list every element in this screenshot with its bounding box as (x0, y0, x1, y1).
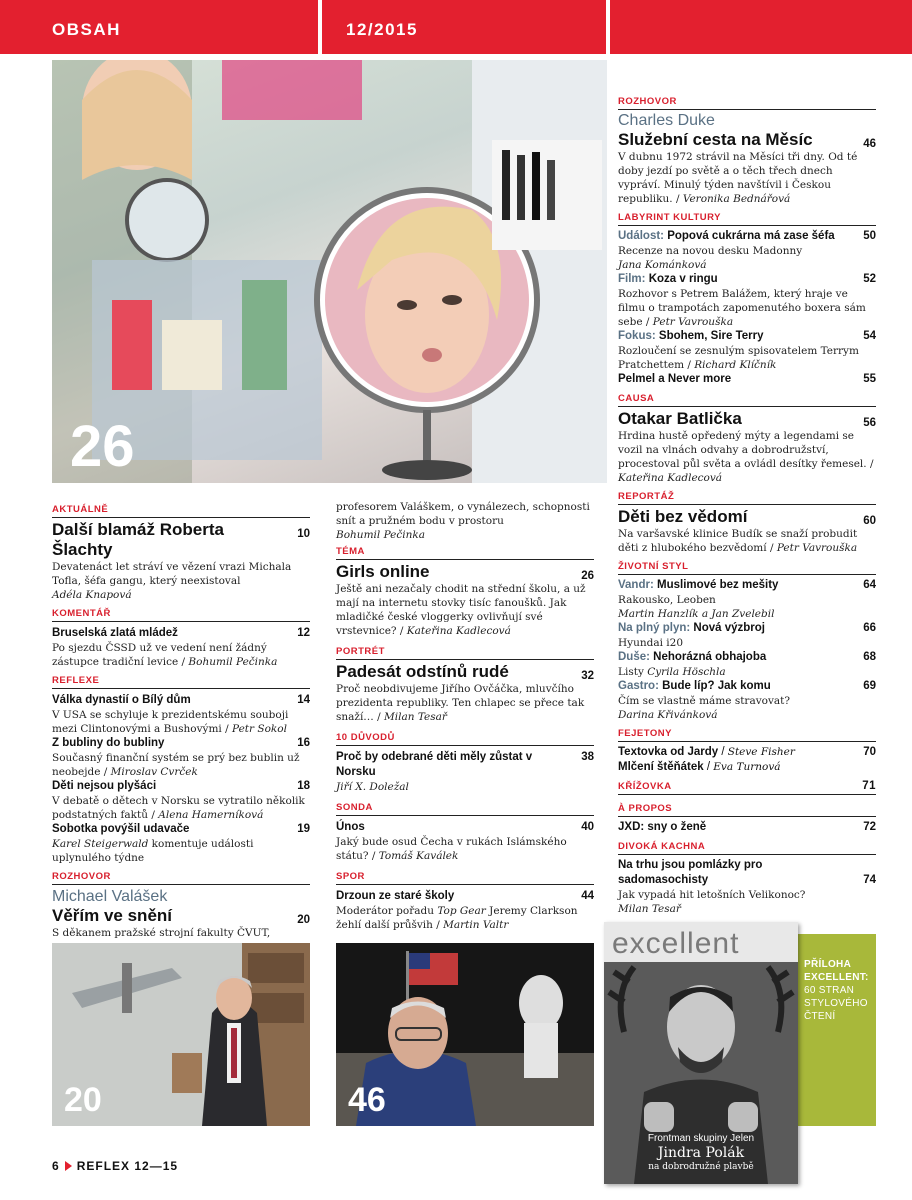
article-title: Mlčení štěňátek (618, 761, 704, 773)
author: Petr Sokol (232, 723, 287, 735)
article-title: Nehorázná obhajoba (653, 651, 767, 663)
article-title: Otakar Batlička (618, 409, 742, 428)
header-bar-left (0, 0, 318, 54)
author: Bohumil Pečinka (188, 656, 278, 668)
article-link[interactable]: Fokus: Sbohem, Sire Terry 54 (618, 330, 876, 342)
supplement-text: 60 STRAN STYLOVÉHO ČTENÍ (804, 985, 868, 1022)
page-number: 6 (52, 1159, 60, 1173)
page-number: 55 (863, 373, 876, 385)
section-label: ROZHOVOR (52, 871, 310, 885)
section-label: ŽIVOTNÍ STYL (618, 561, 876, 575)
article-title: Únos (336, 821, 365, 833)
page-number: 64 (863, 579, 876, 591)
interviewee-name: Charles Duke (618, 112, 715, 129)
page-number: 44 (581, 890, 594, 902)
article-title: Padesát odstínů rudé (336, 662, 509, 681)
page-number: 69 (863, 680, 876, 692)
author: Karel Steigerwald (52, 838, 149, 850)
article-link[interactable] (52, 779, 310, 794)
section-label: SPOR (336, 871, 594, 885)
article-link[interactable] (52, 693, 310, 708)
page-number: 14 (297, 694, 310, 706)
page-number: 46 (863, 138, 876, 150)
article-teaser: Hyundai i20 (618, 637, 684, 649)
photo-page-number: 46 (348, 1081, 386, 1119)
article-title: Nová výzbroj (693, 622, 765, 634)
article-link[interactable] (618, 372, 876, 387)
section-label: CAUSA (618, 393, 876, 407)
author: Adéla Knapová (52, 589, 132, 601)
article-link[interactable]: Mlčení štěňátek / Eva Turnová (618, 761, 781, 773)
magazine-name: REFLEX 12—15 (76, 1159, 179, 1173)
author: Richard Klíčník (694, 359, 777, 371)
section-label: TÉMA (336, 546, 594, 560)
author: Kateřina Kadlecová (406, 625, 511, 637)
page-number: 20 (297, 914, 310, 926)
cover-logo: excellent (612, 927, 740, 960)
article-link[interactable] (336, 750, 594, 780)
section-title: OBSAH (52, 20, 121, 39)
page-number: 18 (297, 780, 310, 792)
article-link[interactable] (336, 562, 594, 582)
author: Steve Fisher (727, 746, 795, 758)
author: Alena Hamerníková (158, 809, 264, 821)
page-number: 60 (863, 515, 876, 527)
article-link[interactable]: Gastro: Bude líp? Jak komu 69 (618, 680, 876, 692)
author: Petr Vavrouška (776, 542, 858, 554)
article-link[interactable] (618, 820, 876, 835)
author: Milan Tesař (384, 711, 447, 723)
header-bar-center (322, 0, 606, 54)
page-number: 74 (863, 874, 876, 886)
page-number: 70 (863, 746, 876, 758)
article-teaser: Ještě ani nezačaly chodit na střední školu, a už mají na internetu stovky tisíc fanoušků. Jak mladičké české vloggerky ovlivňují své vrstevnice? / Kateřina Kadlecová (336, 583, 586, 637)
author: Darina Křivánková (618, 709, 718, 721)
article-title: Další blamáž Roberta Šlachty (52, 520, 224, 559)
cover-line: Frontman skupiny Jelen (647, 1133, 755, 1144)
article-teaser: V USA se schyluje k prezidentskému souboji mezi Clintonovými a Bushovými / Petr Sokol (52, 709, 289, 735)
article-title: Pelmel a Never more (618, 373, 732, 385)
article-title: Drzoun ze staré školy (336, 890, 455, 902)
article-link[interactable] (618, 858, 876, 888)
cover-line: Jindra Polák (657, 1145, 745, 1161)
author: Eva Turnová (713, 761, 781, 773)
article-title: Popová cukrárna má zase šéfa (667, 230, 835, 242)
article-teaser: Po sjezdu ČSSD už ve vedení není žádný zástupce tradiční levice / Bohumil Pečinka (52, 642, 278, 668)
author: Tomáš Kaválek (378, 850, 459, 862)
interviewee-name: Michael Valášek (52, 888, 168, 905)
cover-line: na dobrodružné plavbě (648, 1162, 754, 1172)
section-label: ROZHOVOR (618, 96, 876, 110)
article-title: Na trhu jsou pomlázky pro sadomasochisty (618, 859, 763, 886)
article-teaser: Hrdina hustě opředený mýty a legendami se vozil na vlnách odvahy a dobrodružství, procestoval půl světa a ovládl desítky řemesel. / Kateřina Kadlecová (618, 430, 874, 484)
supplement-cover[interactable] (604, 922, 798, 1184)
page-number: 52 (863, 273, 876, 285)
toc-column-2 (336, 500, 594, 932)
page-number: 56 (863, 417, 876, 429)
photo-page-number: 20 (64, 1081, 102, 1119)
article-teaser: Rozhovor s Petrem Balážem, který hraje ve filmu o trampotách zapomenutého boxera sám sebe / Petr Vavrouška (618, 288, 866, 328)
article-title: Sobotka povýšil udavače (52, 823, 190, 835)
photo-duke (336, 943, 594, 1126)
article-title: Děti bez vědomí (618, 507, 748, 526)
section-label: À PROPOS (618, 803, 876, 817)
page-number: 66 (863, 622, 876, 634)
header-bar-right (610, 0, 912, 54)
page-number: 10 (297, 528, 310, 540)
article-title: Válka dynastií o Bílý dům (52, 694, 191, 706)
main-photo (52, 60, 607, 483)
section-label: FEJETONY (618, 728, 876, 742)
section-label: DIVOKÁ KACHNA (618, 841, 876, 855)
page-number: 50 (863, 230, 876, 242)
article-title: Koza v ringu (648, 273, 718, 285)
article-link[interactable] (336, 820, 594, 835)
page-number: 32 (581, 670, 594, 682)
article-teaser: profesorem Valáškem, o vynálezech, schopnosti snít a pružném bodu v prostoru Bohumil Pečinka (336, 501, 590, 541)
article-link[interactable]: Vandr: Muslimové bez mešity 64 (618, 579, 876, 591)
play-arrow-icon (65, 1161, 72, 1171)
author: Jana Kománková (618, 259, 707, 271)
page-number: 19 (297, 823, 310, 835)
article-title: Proč by odebrané děti měly zůstat v Norsku (336, 751, 533, 778)
article-teaser: Moderátor pořadu Top Gear Jeremy Clarkson žehlí další průšvih / Martin Valtr (336, 905, 578, 931)
article-teaser: Jak vypadá hit letošních Velikonoc? Milan Tesař (618, 889, 806, 915)
section-label[interactable]: KŘÍŽOVKA 71 (618, 781, 876, 795)
article-title: Z bubliny do bubliny (52, 737, 165, 749)
article-link[interactable] (618, 507, 876, 527)
section-label: PORTRÉT (336, 646, 594, 660)
author: Martin Hanzlík a Jan Zvelebil (618, 608, 775, 620)
article-teaser: Karel Steigerwald komentuje události uplynulého týdne (52, 838, 254, 864)
article-title: Girls online (336, 562, 430, 581)
issue-number: 12/2015 (346, 20, 418, 39)
article-teaser: V debatě o dětech v Norsku se vytratilo několik podstatných faktů / Alena Hamerníková (52, 795, 305, 821)
section-label: REFLEXE (52, 675, 310, 689)
section-label: AKTUÁLNĚ (52, 504, 310, 518)
author: Bohumil Pečinka (336, 529, 426, 541)
section-label: 10 DŮVODŮ (336, 732, 594, 746)
page-number: 54 (863, 330, 876, 342)
article-link[interactable] (336, 662, 594, 682)
author: Petr Vavrouška (652, 316, 734, 328)
article-title: Muslimové bez mešity (657, 579, 779, 591)
article-link[interactable] (52, 520, 310, 560)
article-title: Děti nejsou plyšáci (52, 780, 157, 792)
page-number: 12 (297, 627, 310, 639)
article-teaser: S děkanem pražské strojní fakulty ČVUT, (52, 927, 271, 939)
main-photo-illustration (52, 60, 607, 483)
author: Kateřina Kadlecová (618, 472, 723, 484)
cover-text-block (604, 1132, 798, 1173)
article-link[interactable] (52, 626, 310, 641)
page-number: 38 (581, 751, 594, 763)
article-teaser: Čím se vlastně máme stravovat? Darina Křivánková (618, 695, 791, 721)
article-teaser: Listy Cyrila Höschla (618, 666, 726, 678)
article-teaser: Současný finanční systém se prý bez bublin už neobejde / Miroslav Cvrček (52, 752, 300, 778)
article-link[interactable]: Událost: Popová cukrárna má zase šéfa 50 (618, 230, 876, 242)
section-label: SONDA (336, 802, 594, 816)
author: Cyrila Höschla (647, 666, 726, 678)
article-link[interactable] (336, 889, 594, 904)
toc-column-3 (618, 92, 876, 916)
section-label: KOMENTÁŘ (52, 608, 310, 622)
article-link[interactable] (52, 822, 310, 837)
article-teaser: Proč neobdivujeme Jiřího Ovčáčka, mluvčího prezidenta republiky. Ten chlapec se přece tak snaží… / Milan Tesař (336, 683, 585, 723)
page-number: 71 (862, 780, 876, 792)
section-label: REPORTÁŽ (618, 491, 876, 505)
article-link[interactable] (52, 906, 310, 926)
page-number: 26 (581, 570, 594, 582)
author: Milan Tesař (618, 903, 681, 915)
photo-valasek (52, 943, 310, 1126)
supplement-panel[interactable] (796, 934, 876, 1126)
page-number: 72 (863, 821, 876, 833)
article-teaser: V dubnu 1972 strávil na Měsíci tři dny. Od té doby jezdí po světě a o těch třech dnech vypráví. Minulý týden navštívil i Českou republiku. / Veronika Bednářová (618, 151, 858, 205)
article-title: Služební cesta na Měsíc (618, 130, 813, 149)
article-title: Bude líp? Jak komu (662, 680, 771, 692)
toc-column-1 (52, 500, 310, 940)
article-link[interactable]: Duše: Nehorázná obhajoba 68 (618, 651, 876, 663)
article-teaser: Jaký bude osud Čecha v rukách Islámského státu? / Tomáš Kaválek (336, 836, 567, 862)
article-link[interactable] (52, 736, 310, 751)
article-teaser: Rozloučení se zesnulým spisovatelem Terrym Pratchettem / Richard Klíčník (618, 345, 859, 371)
page-number: 68 (863, 651, 876, 663)
article-title: JXD: sny o ženě (618, 821, 707, 833)
main-photo-page-number: 26 (70, 414, 135, 479)
page-number: 16 (297, 737, 310, 749)
supplement-title: PŘÍLOHA EXCELLENT: (804, 959, 869, 983)
article-link[interactable]: Film: Koza v ringu 52 (618, 273, 876, 285)
article-teaser: Devatenáct let stráví ve vězení vrazi Michala Tofla, šéfa gangu, který neexistoval Adéla Knapová (52, 561, 292, 601)
author: Martin Valtr (443, 919, 509, 931)
page-number: 40 (581, 821, 594, 833)
article-title: Sbohem, Sire Terry (658, 330, 764, 342)
article-teaser: Rakousko, Leoben Martin Hanzlík a Jan Zvelebil (618, 594, 775, 620)
article-teaser: Recenze na novou desku Madonny Jana Kománková (618, 245, 803, 271)
article-teaser: Na varšavské klinice Budík se snaží probudit děti z hlubokého bezvědomí / Petr Vavrouška (618, 528, 858, 554)
author: Veronika Bednářová (682, 193, 791, 205)
article-title: Bruselská zlatá mládež (52, 627, 178, 639)
section-label: LABYRINT KULTURY (618, 212, 876, 226)
author: Jiří X. Doležal (336, 781, 409, 793)
author: Miroslav Cvrček (110, 766, 198, 778)
footer (52, 1159, 178, 1173)
article-link[interactable]: Na plný plyn: Nová výzbroj 66 (618, 622, 876, 634)
article-link[interactable] (618, 130, 876, 150)
article-title: Věřím ve snění (52, 906, 173, 925)
article-title: Textovka od Jardy (618, 746, 719, 758)
article-link[interactable]: Textovka od Jardy / Steve Fisher 70 (618, 746, 876, 758)
article-link[interactable] (618, 409, 876, 429)
